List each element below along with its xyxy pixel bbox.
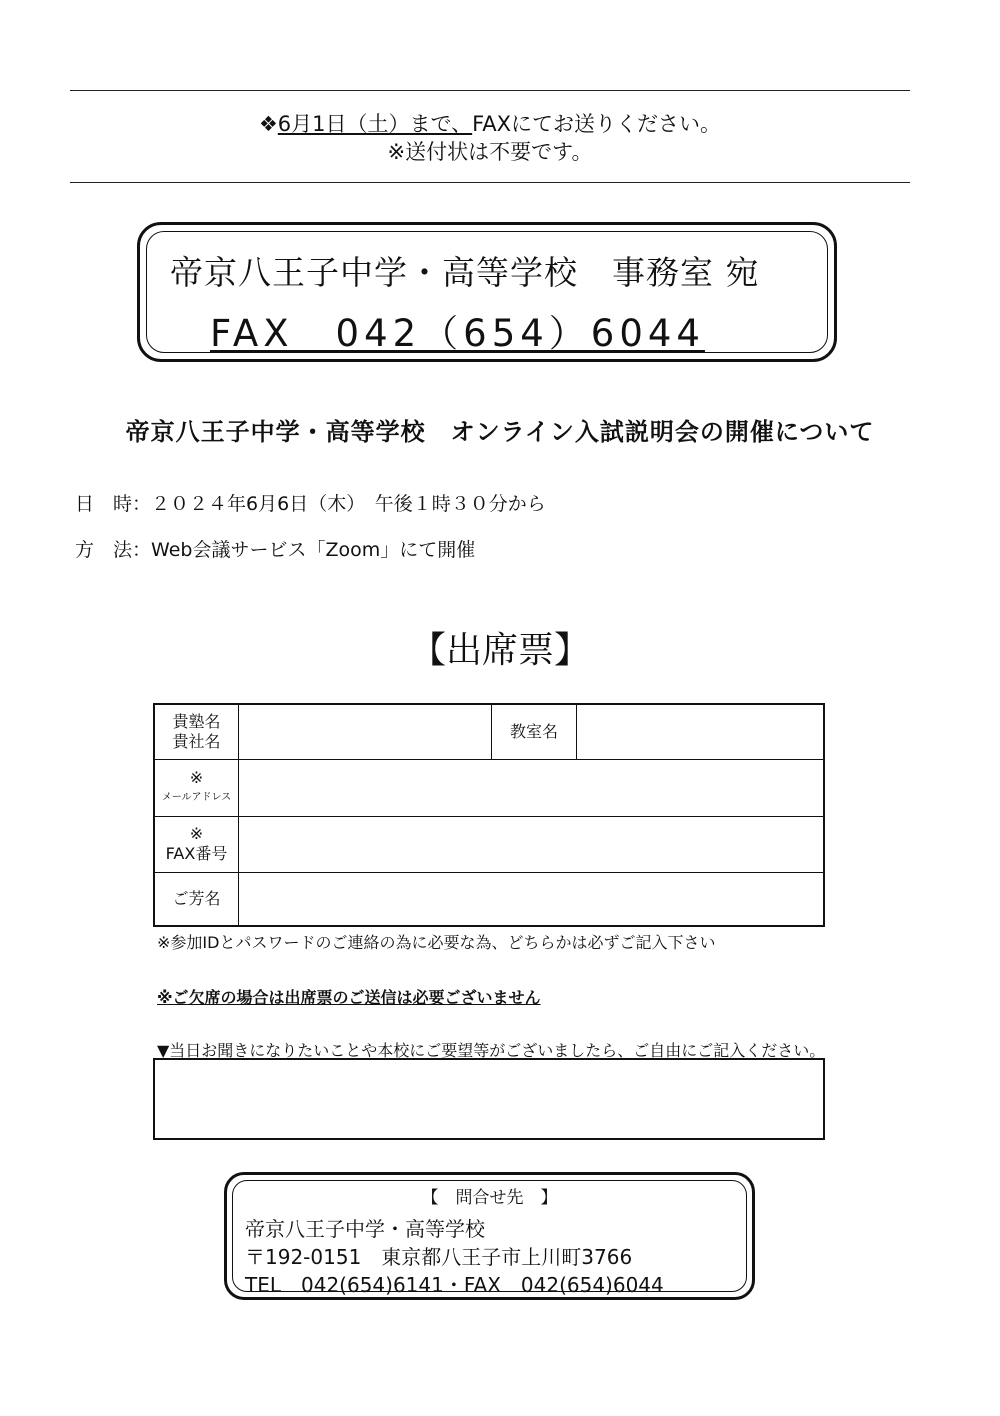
email-label bbox=[154, 759, 239, 816]
email-label-text: メールアドレス bbox=[161, 791, 232, 803]
attendance-form bbox=[153, 703, 825, 927]
name-label: ご芳名 bbox=[154, 872, 239, 926]
fax-address-box bbox=[137, 222, 837, 362]
event-method bbox=[75, 535, 475, 562]
contact-phone: TEL 042(654)6141・FAX 042(654)6044 bbox=[245, 1273, 664, 1297]
juku-name-label-line2: 貴社名 bbox=[172, 731, 221, 751]
contact-school: 帝京八王子中学・高等学校 bbox=[245, 1217, 485, 1241]
event-date bbox=[75, 489, 546, 516]
name-field[interactable] bbox=[239, 872, 825, 926]
email-mark: ※ bbox=[189, 767, 204, 787]
recipient-fax: FAX 042（654）6044 bbox=[210, 312, 705, 355]
classroom-label: 教室名 bbox=[492, 704, 577, 759]
email-field[interactable] bbox=[239, 759, 825, 816]
deadline-instruction: FAXにてお送りください。 bbox=[472, 112, 722, 136]
date-label: 日 時： bbox=[75, 493, 152, 515]
fax-label-text: FAX番号 bbox=[165, 844, 228, 863]
recipient-name: 帝京八王子中学・高等学校 事務室 宛 bbox=[170, 253, 760, 292]
method-label: 方 法： bbox=[75, 539, 152, 561]
page-title: 帝京八王子中学・高等学校 オンライン入試説明会の開催について bbox=[125, 418, 875, 446]
second-rule bbox=[70, 182, 910, 183]
top-rule bbox=[70, 90, 910, 91]
form-title: 【出席票】 bbox=[409, 630, 590, 671]
fax-field[interactable] bbox=[239, 816, 825, 872]
juku-name-label-line1: 貴塾名 bbox=[172, 711, 221, 731]
deadline-mark: ❖ bbox=[258, 112, 278, 136]
contact-address: 〒192-0151 東京都八王子市上川町3766 bbox=[245, 1245, 633, 1269]
fax-label bbox=[154, 816, 239, 872]
comment-label: ▼当日お聞きになりたいことや本校にご要望等がございましたら、ご自由にご記入ください。 bbox=[157, 1041, 826, 1060]
contact-required-note: ※参加IDとパスワードのご連絡の為に必要な為、どちらかは必ずご記入下さい bbox=[157, 933, 716, 952]
method-value: Web会議サービス「Zoom」にて開催 bbox=[151, 539, 476, 561]
comment-field[interactable] bbox=[153, 1058, 825, 1140]
juku-name-field[interactable] bbox=[239, 704, 492, 759]
absence-note: ※ご欠席の場合は出席票のご送信は必要ございません bbox=[157, 988, 541, 1007]
cover-sheet-note: ※送付状は不要です。 bbox=[387, 140, 593, 164]
deadline-notice bbox=[70, 110, 910, 166]
classroom-field[interactable] bbox=[577, 704, 825, 759]
fax-mark: ※ bbox=[189, 824, 204, 843]
contact-box bbox=[224, 1172, 755, 1300]
date-value: ２０２４年6月6日（木） 午後１時３０分から bbox=[151, 493, 546, 515]
juku-name-label bbox=[154, 704, 239, 759]
deadline-date: 6月1日（土）まで、 bbox=[277, 112, 473, 136]
contact-heading: 【 問合せ先 】 bbox=[421, 1188, 558, 1208]
